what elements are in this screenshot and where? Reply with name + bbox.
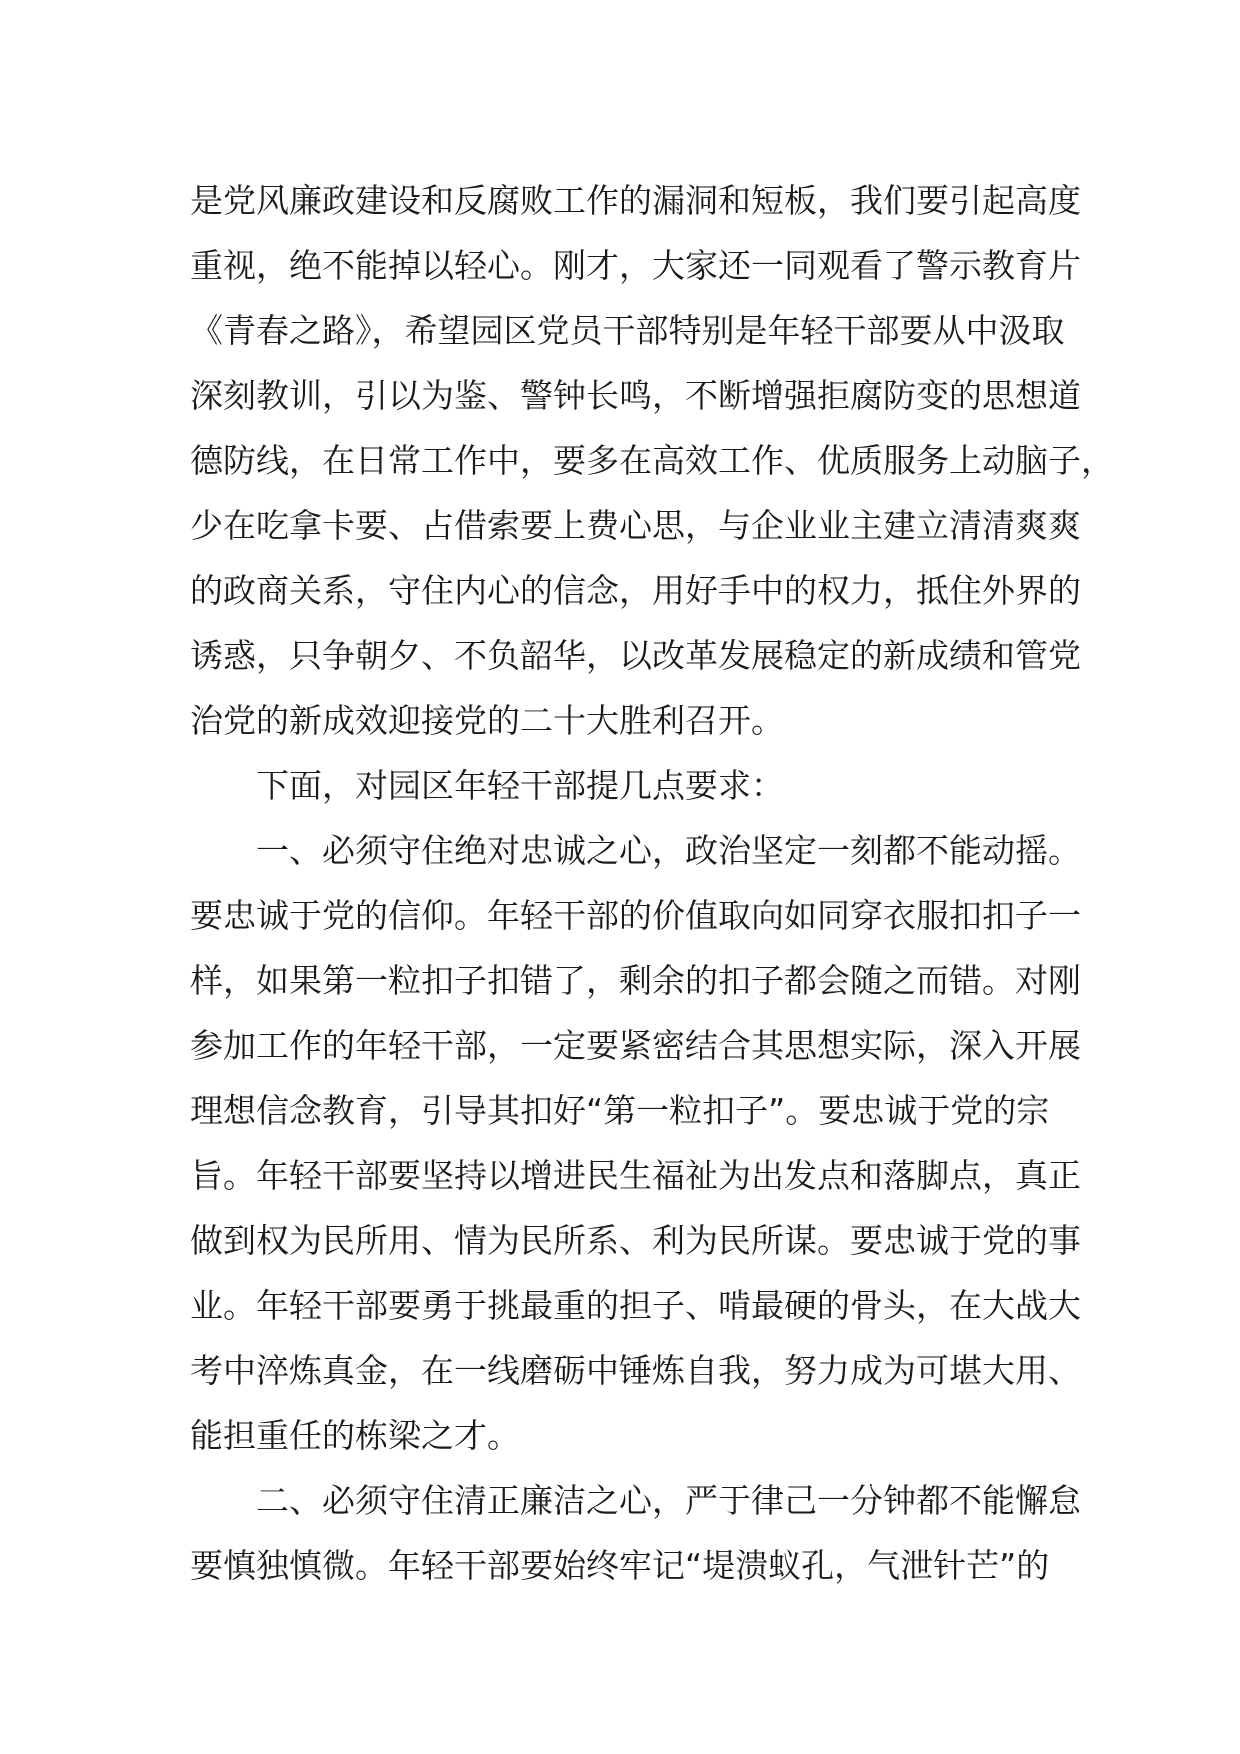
text-line: 德防线，在日常工作中，要多在高效工作、优质服务上动脑子， [190,441,1114,480]
text-line: 重视，绝不能掉以轻心。刚才，大家还一同观看了警示教育片 [190,246,1081,285]
section-heading-line: 二、必须守住清正廉洁之心，严于律己一分钟都不能懈怠 [256,1481,1081,1520]
text-line: 要忠诚于党的信仰。年轻干部的价值取向如同穿衣服扣扣子一 [190,896,1081,935]
text-line: 样，如果第一粒扣子扣错了，剩余的扣子都会随之而错。对刚 [190,961,1081,1000]
text-line: 考中淬炼真金，在一线磨砺中锤炼自我，努力成为可堪大用、 [190,1351,1081,1390]
section-heading-line: 一、必须守住绝对忠诚之心，政治坚定一刻都不能动摇。 [256,831,1081,870]
text-line: 是党风廉政建设和反腐败工作的漏洞和短板，我们要引起高度 [190,181,1081,220]
text-line: 《青春之路》，希望园区党员干部特别是年轻干部要从中汲取 [190,311,1065,350]
document-body [190,168,1130,1598]
text-line: 参加工作的年轻干部，一定要紧密结合其思想实际，深入开展 [190,1026,1081,1065]
paragraph-continuation [190,168,1130,753]
paragraph-point-two [190,1468,1130,1598]
text-line: 旨。年轻干部要坚持以增进民生福祉为出发点和落脚点，真正 [190,1156,1081,1195]
text-line: 做到权为民所用、情为民所系、利为民所谋。要忠诚于党的事 [190,1221,1081,1260]
paragraph-point-one [190,818,1130,1468]
text-line: 治党的新成效迎接党的二十大胜利召开。 [190,701,784,740]
text-line: 要慎独慎微。年轻干部要始终牢记“堤溃蚁孔，气泄针芒”的 [190,1546,1050,1585]
text-line: 能担重任的栋梁之才。 [190,1416,520,1455]
paragraph-requirements-intro [190,753,1130,818]
text-line: 少在吃拿卡要、占借索要上费心思，与企业业主建立清清爽爽 [190,506,1081,545]
text-line: 下面，对园区年轻干部提几点要求： [256,766,784,805]
text-line: 深刻教训，引以为鉴、警钟长鸣，不断增强拒腐防变的思想道 [190,376,1081,415]
text-line: 业。年轻干部要勇于挑最重的担子、啃最硬的骨头，在大战大 [190,1286,1081,1325]
text-line: 的政商关系，守住内心的信念，用好手中的权力，抵住外界的 [190,571,1081,610]
text-line: 诱惑，只争朝夕、不负韶华，以改革发展稳定的新成绩和管党 [190,636,1081,675]
text-line: 理想信念教育，引导其扣好“第一粒扣子”。要忠诚于党的宗 [190,1091,1050,1130]
